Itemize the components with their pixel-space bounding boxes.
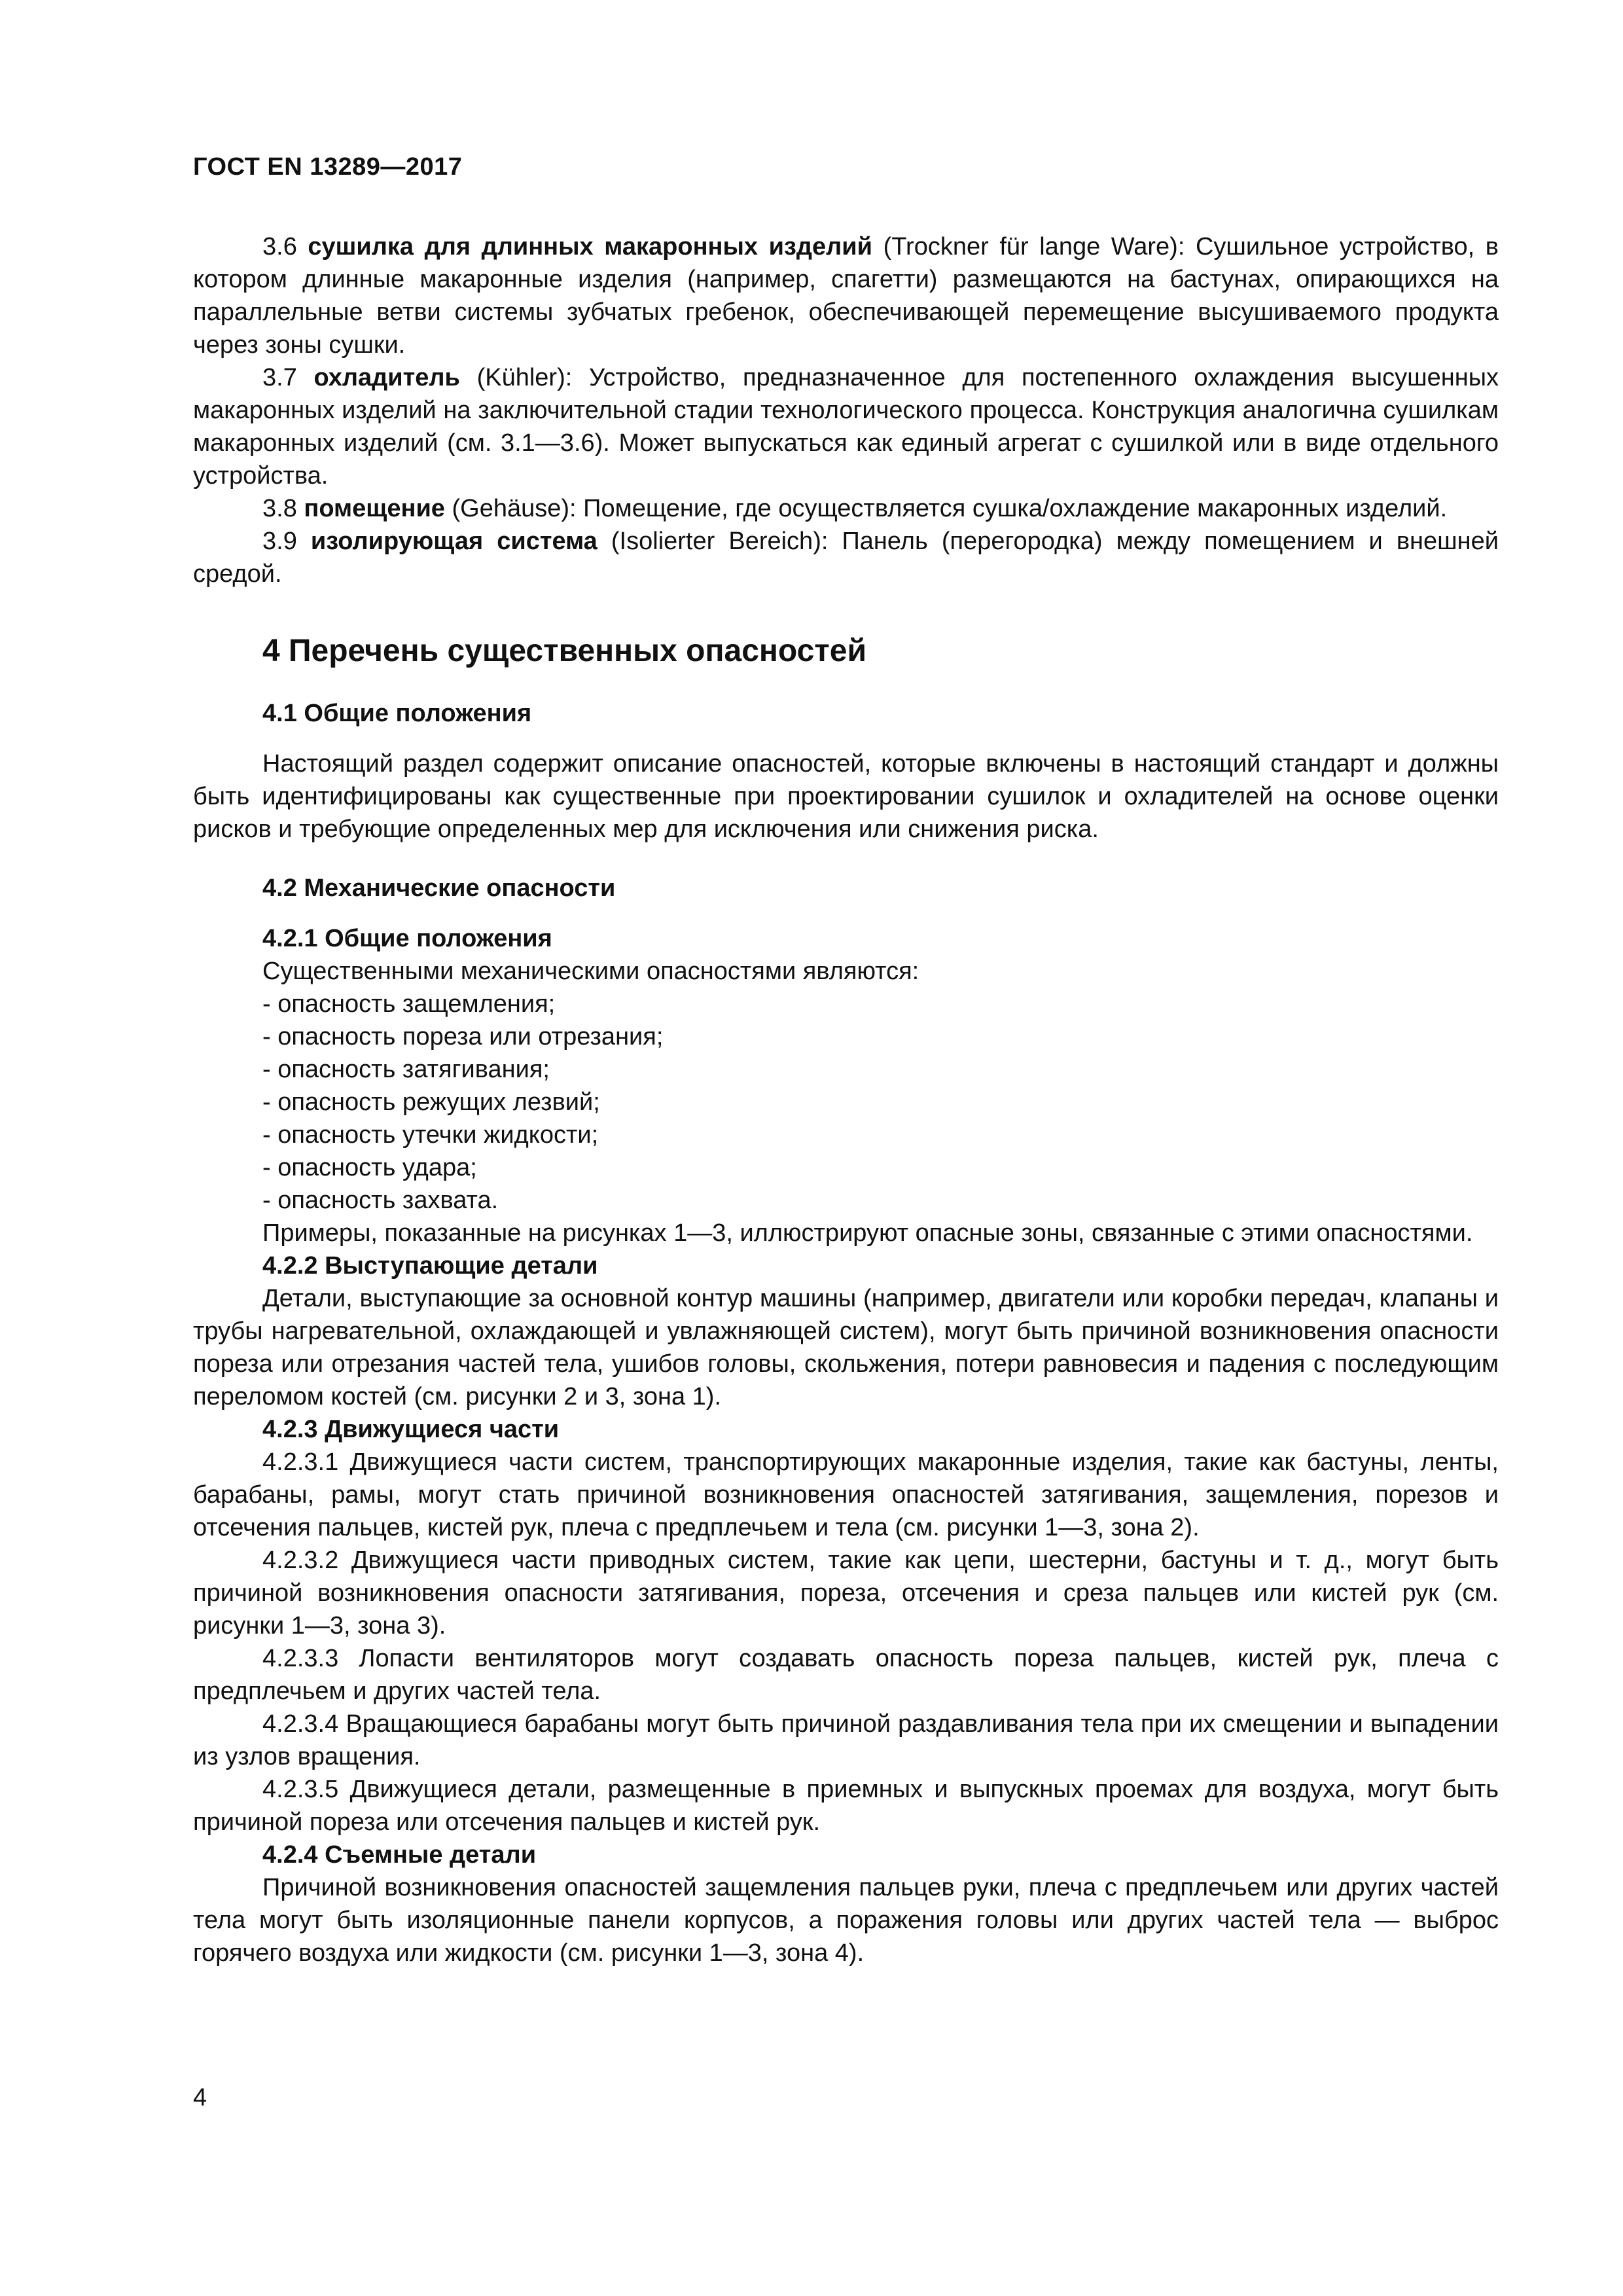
section-4-2-3-heading: 4.2.3 Движущиеся части xyxy=(262,1416,560,1443)
definition-text: (Gehäuse): Помещение, где осуществляется сушка/охлаждение макаронных изделий. xyxy=(444,495,1448,522)
section-4-2-2-text: Детали, выступающие за основной контур машины (например, двигатели или коробки передач, клапаны и трубы нагревательной, охлаждающей и увлажняющей систем), могут быть причиной возникновения опасности пореза или отрезания частей тела, ушибов головы, скольжения, потери равновесия и падения с последующим переломом костей (см. рисунки 2 и 3, зона 1). xyxy=(193,1285,1499,1410)
list-item: - опасность утечки жидкости; xyxy=(262,1121,599,1149)
definition-term: помещение xyxy=(304,495,445,522)
section-4-2-2-heading: 4.2.2 Выступающие детали xyxy=(262,1252,598,1280)
definition-term: охладитель xyxy=(313,364,460,391)
page-number: 4 xyxy=(193,2084,207,2111)
definition-number: 3.7 xyxy=(262,364,297,391)
definition-number: 3.9 xyxy=(262,528,297,555)
section-4-2-1-heading: 4.2.1 Общие положения xyxy=(262,925,552,952)
section-4-2-1-intro: Существенными механическими опасностями являются: xyxy=(262,958,919,985)
definition-text: (Kühler): Устройство, предназначенное для постепенного охлаждения высушенных макаронных изделий на заключительной стадии технологического процесса. Конструкция аналогична сушилкам макаронных изделий (см. 3.1—3.6). Может выпускаться как единый агрегат с сушилкой или в виде отдельного устройства. xyxy=(193,364,1499,490)
list-item: - опасность пореза или отрезания; xyxy=(262,1023,664,1050)
section-4-1-text: Настоящий раздел содержит описание опасностей, которые включены в настоящий стандарт и должны быть идентифицированы как существенные при проектировании сушилок и охладителей на основе оценки рисков и требующие определенных мер для исключения или снижения риска. xyxy=(193,750,1499,843)
definition-term: изолирующая система xyxy=(310,528,597,555)
document-header: ГОСТ EN 13289—2017 xyxy=(193,153,463,181)
section-4-2-3-5: 4.2.3.5 Движущиеся детали, размещенные в приемных и выпускных проемах для воздуха, могут быть причиной пореза или отсечения пальцев и кистей рук. xyxy=(193,1776,1499,1836)
section-4-1-heading: 4.1 Общие положения xyxy=(262,700,532,727)
hazard-list xyxy=(193,988,1499,1217)
definition-3-8 xyxy=(193,492,1499,525)
list-item: - опасность удара; xyxy=(262,1154,477,1181)
list-item: - опасность затягивания; xyxy=(262,1056,550,1083)
list-item: - опасность режущих лезвий; xyxy=(262,1088,600,1116)
definition-3-6 xyxy=(193,230,1499,361)
definition-3-7 xyxy=(193,361,1499,492)
section-4-2-3-3: 4.2.3.3 Лопасти вентиляторов могут создавать опасность пореза пальцев, кистей рук, плеча с предплечьем и других частей тела. xyxy=(193,1645,1499,1705)
list-item: - опасность захвата. xyxy=(262,1187,499,1214)
section-4-2-4-heading: 4.2.4 Съемные детали xyxy=(262,1841,537,1869)
section-4-2-3-1: 4.2.3.1 Движущиеся части систем, транспортирующих макаронные изделия, такие как бастуны, ленты, барабаны, рамы, могут стать причиной возникновения опасностей затягивания, защемления, порезов и отсечения пальцев, кистей рук, плеча с предплечьем и тела (см. рисунки 1—3, зона 2). xyxy=(193,1448,1499,1541)
definition-text: (Isolierter Bereich): Панель (перегородка) между помещением и внешней средой. xyxy=(193,528,1499,588)
definition-term: сушилка для длинных макаронных изделий xyxy=(308,233,873,260)
section-4-2-1-after: Примеры, показанные на рисунках 1—3, иллюстрируют опасные зоны, связанные с этими опасностями. xyxy=(262,1219,1473,1247)
definition-number: 3.8 xyxy=(262,495,297,522)
section-4-heading: 4 Перечень существенных опасностей xyxy=(262,634,866,668)
section-4-2-4-text: Причиной возникновения опасностей защемления пальцев руки, плеча с предплечьем или других частей тела могут быть изоляционные панели корпусов, а поражения головы или других частей тела — выброс горячего воздуха или жидкости (см. рисунки 1—3, зона 4). xyxy=(193,1874,1499,1967)
definition-text: (Trockner für lange Ware): Сушильное устройство, в котором длинные макаронные изделия (например, спагетти) размещаются на бастунах, опирающихся на параллельные ветви системы зубчатых гребенок, обеспечивающей перемещение высушиваемого продукта через зоны сушки. xyxy=(193,233,1499,359)
definition-number: 3.6 xyxy=(262,233,297,260)
section-4-2-3-4: 4.2.3.4 Вращающиеся барабаны могут быть причиной раздавливания тела при их смещении и выпадении из узлов вращения. xyxy=(193,1710,1499,1770)
list-item: - опасность защемления; xyxy=(262,990,556,1018)
definition-3-9 xyxy=(193,525,1499,590)
section-4-2-3-2: 4.2.3.2 Движущиеся части приводных систем, такие как цепи, шестерни, бастуны и т. д., могут быть причиной возникновения опасности затягивания, пореза, отсечения и среза пальцев или кистей рук (см. рисунки 1—3, зона 3). xyxy=(193,1547,1499,1640)
section-4-2-heading: 4.2 Механические опасности xyxy=(262,874,616,902)
